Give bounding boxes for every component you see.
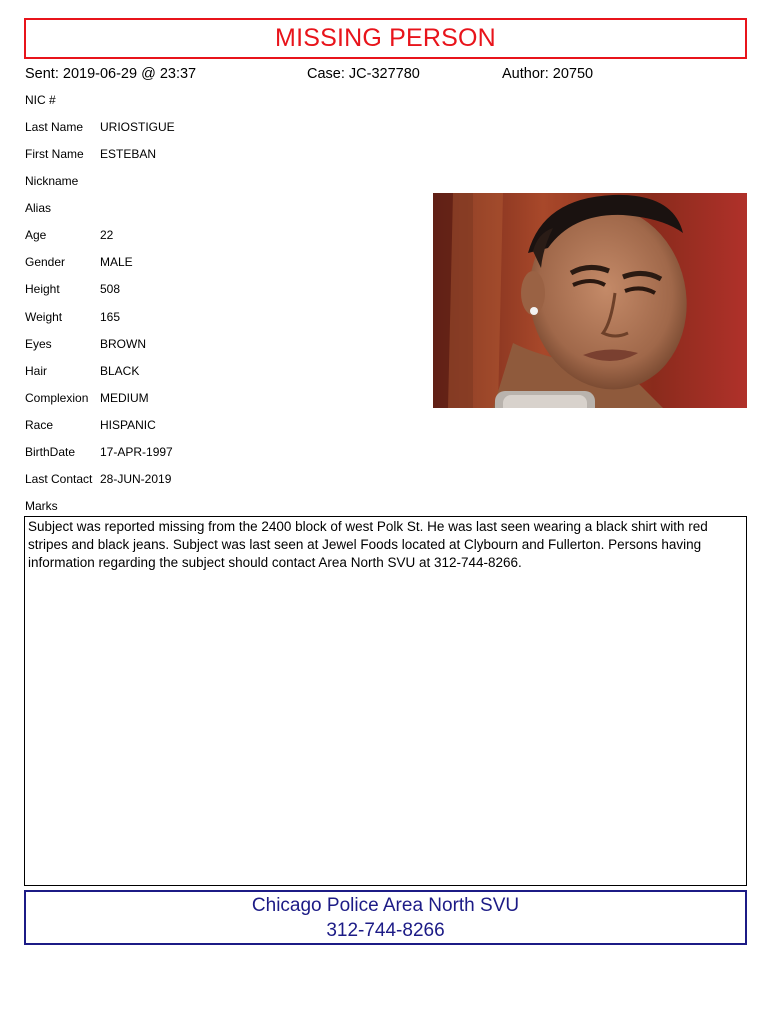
field-label: Hair <box>25 364 48 378</box>
field-label: Last Name <box>25 120 84 134</box>
field-value: ESTEBAN <box>100 147 157 161</box>
contact-phone: 312-744-8266 <box>326 919 445 941</box>
field-label: Alias <box>25 201 52 215</box>
field-value: MEDIUM <box>100 391 149 405</box>
field-label: Age <box>25 228 47 242</box>
agency-name: Chicago Police Area North SVU <box>251 894 520 916</box>
field-value: 28-JUN-2019 <box>100 472 172 486</box>
contact-banner <box>24 890 747 945</box>
field-label: Race <box>25 418 54 432</box>
field-value: BROWN <box>100 337 146 351</box>
field-label: Last Contact <box>25 472 93 486</box>
field-value: URIOSTIGUE <box>100 120 175 134</box>
subject-photo <box>433 193 747 408</box>
field-value: MALE <box>100 255 133 269</box>
field-value: 508 <box>100 282 121 296</box>
field-value: 22 <box>100 228 114 242</box>
field-value: BLACK <box>100 364 140 378</box>
author-id: Author: 20750 <box>502 66 594 82</box>
field-label: Eyes <box>25 337 52 351</box>
field-label: BirthDate <box>25 445 76 459</box>
field-label: Height <box>25 282 60 296</box>
field-label: Complexion <box>25 391 89 405</box>
narrative-text: Subject was reported missing from the 2400 block of west Polk St. He was last seen wearing a black shirt with red stripes and black jeans. Subject was last seen at Jewel Foods located at Clybourn and Fullerton. Persons having information regarding the subject should contact Area North SVU at 312-744-8266. <box>28 519 708 570</box>
field-label: NIC # <box>25 93 56 107</box>
field-label: Gender <box>25 255 66 269</box>
title-banner <box>24 18 747 59</box>
field-label: Marks <box>25 499 58 513</box>
page-title: MISSING PERSON <box>275 24 496 52</box>
case-number: Case: JC-327780 <box>307 66 420 82</box>
field-label: First Name <box>25 147 84 161</box>
field-label: Nickname <box>25 174 79 188</box>
field-value: 165 <box>100 310 121 324</box>
field-value: HISPANIC <box>100 418 156 432</box>
field-label: Weight <box>25 310 63 324</box>
sent-datetime: Sent: 2019-06-29 @ 23:37 <box>25 66 197 82</box>
narrative-box <box>24 516 747 886</box>
field-value: 17-APR-1997 <box>100 445 173 459</box>
